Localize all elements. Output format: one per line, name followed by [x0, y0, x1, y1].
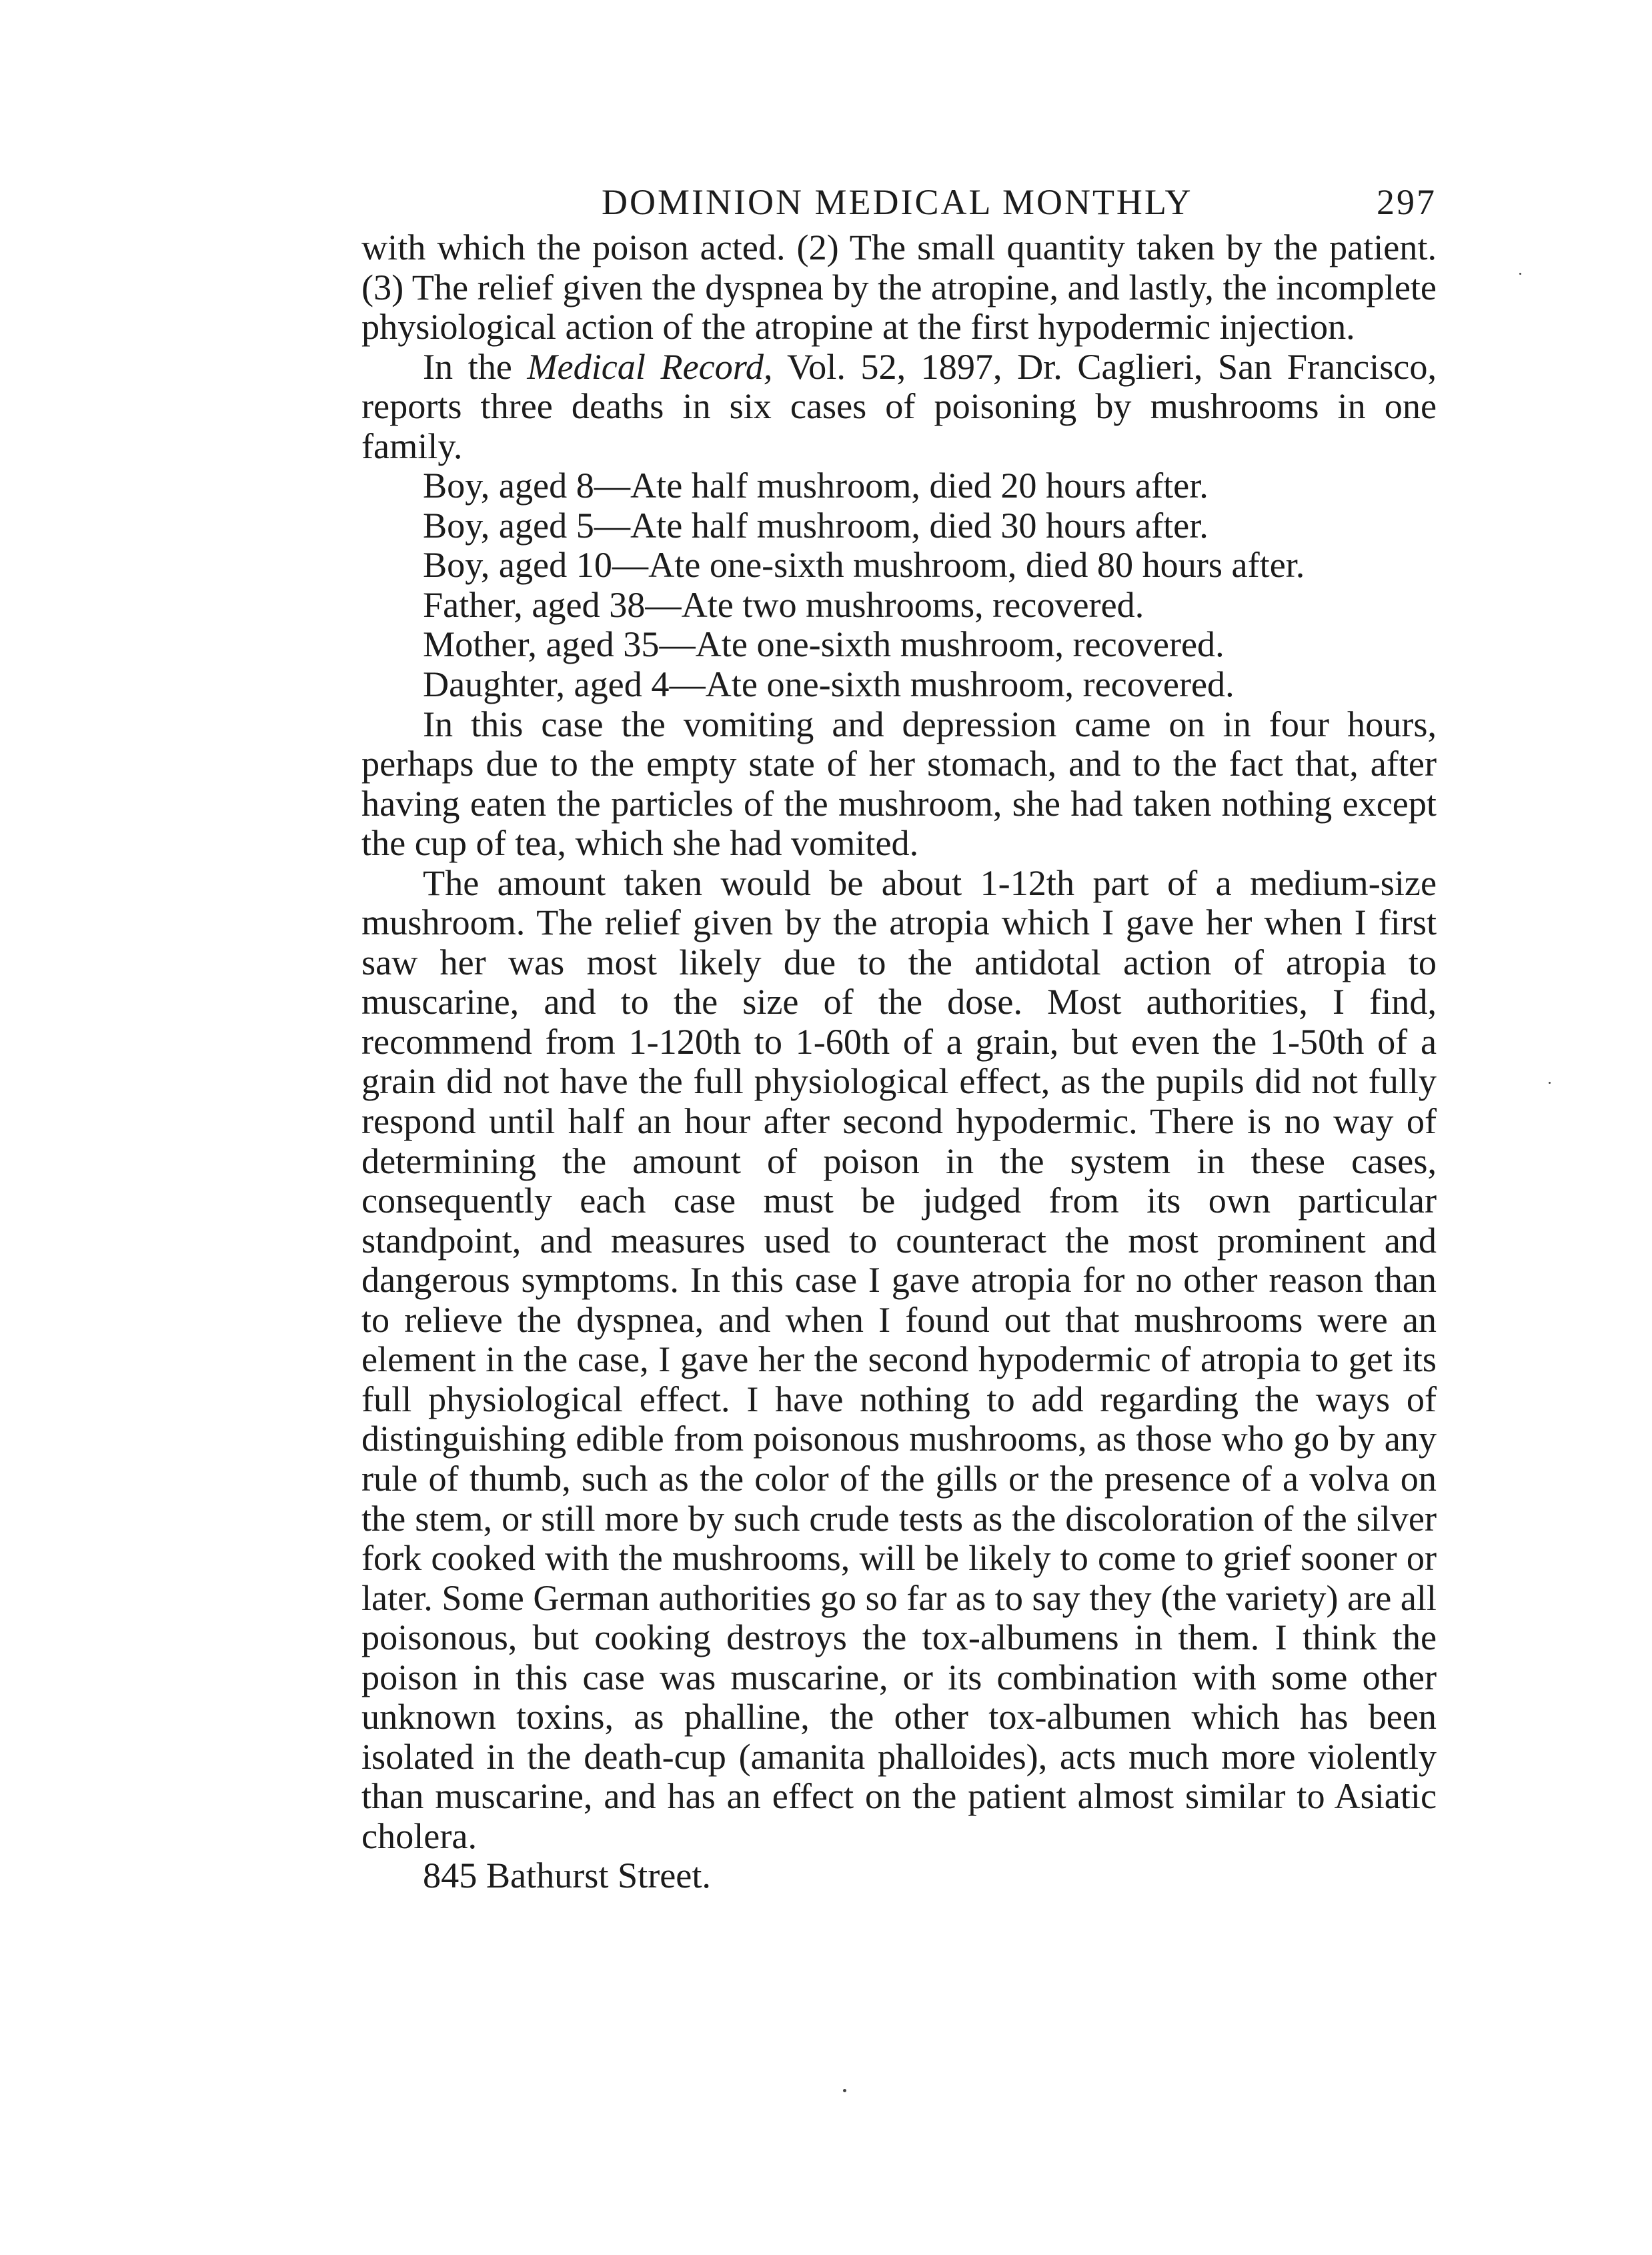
- page-number: 297: [1377, 182, 1437, 222]
- paragraph-medical-record-lead: In the: [423, 346, 512, 387]
- journal-title: Medical Record,: [527, 346, 773, 387]
- list-item: Boy, aged 10—Ate one-sixth mushroom, died 80 hours after.: [423, 545, 1305, 586]
- article-text: [361, 228, 1437, 1896]
- list-item: Boy, aged 8—Ate half mushroom, died 20 hours after.: [423, 466, 1208, 506]
- scan-speck: [843, 2089, 846, 2092]
- scan-speck: [1549, 1082, 1551, 1084]
- list-item: Father, aged 38—Ate two mushrooms, recovered.: [423, 584, 1144, 625]
- paragraph-discussion: The amount taken would be about 1-12th part of a medium-size mushroom. The relief given by the atropia which I gave her when I first saw her was most likely due to the antidotal action of atropia to muscarine, and to the size of the dose. Most authorities, I find, recommend from 1-120th to 1-60th of a grain, but even the 1-50th of a grain did not have the full physiological effect, as the pupils did not fully respond until half an hour after second hypodermic. There is no way of determining the amount of poison in the system in these cases, consequently each case must be judged from its own particular standpoint, and measures used to counteract the most prominent and dangerous symptoms. In this case I gave atropia for no other reason than to relieve the dyspnea, and when I found out that mushrooms were an element in the case, I gave her the second hypodermic of atropia to get its full physiological effect. I have nothing to add regarding the ways of distinguishing edible from poisonous mushrooms, as those who go by any rule of thumb, such as the color of the gills or the presence of a volva on the stem, or still more by such crude tests as the discoloration of the silver fork cooked with the mushrooms, will be likely to come to grief sooner or later. Some German authorities go so far as to say they (the variety) are all poisonous, but cooking destroys the tox-albumens in them. I think the poison in this case was muscarine, or its combination with some other unknown toxins, as phalline, the other tox-albumen which has been isolated in the death-cup (amanita phalloides), acts much more violently than muscarine, and has an effect on the patient almost similar to Asiatic cholera.: [361, 862, 1437, 1856]
- running-head: [361, 175, 1437, 228]
- scan-speck: [1519, 273, 1521, 275]
- list-item: Mother, aged 35—Ate one-sixth mushroom, recovered.: [423, 624, 1224, 665]
- author-address: 845 Bathurst Street.: [423, 1855, 711, 1896]
- paragraph-continuation: with which the poison acted. (2) The small quantity taken by the patient. (3) The relief given the dyspnea by the atropine, and lastly, the incomplete physiological action of the atropine at the first hypodermic injection.: [361, 227, 1437, 347]
- paragraph-medical-record-rest: Vol. 52, 1897, Dr. Caglieri, San Francisco, reports three deaths in six cases of poisoning by mushrooms in one family.: [361, 346, 1437, 466]
- case-list: [361, 466, 1437, 704]
- list-item: Daughter, aged 4—Ate one-sixth mushroom, recovered.: [423, 664, 1234, 705]
- page: [361, 175, 1437, 1896]
- paragraph-vomiting: In this case the vomiting and depression came on in four hours, perhaps due to the empty state of her stomach, and to the fact that, after having eaten the particles of the mushroom, she had taken nothing except the cup of tea, which she had vomited.: [361, 704, 1437, 864]
- paragraph-medical-record: [361, 347, 1437, 467]
- list-item: Boy, aged 5—Ate half mushroom, died 30 hours after.: [423, 505, 1208, 546]
- running-title: DOMINION MEDICAL MONTHLY: [602, 182, 1193, 222]
